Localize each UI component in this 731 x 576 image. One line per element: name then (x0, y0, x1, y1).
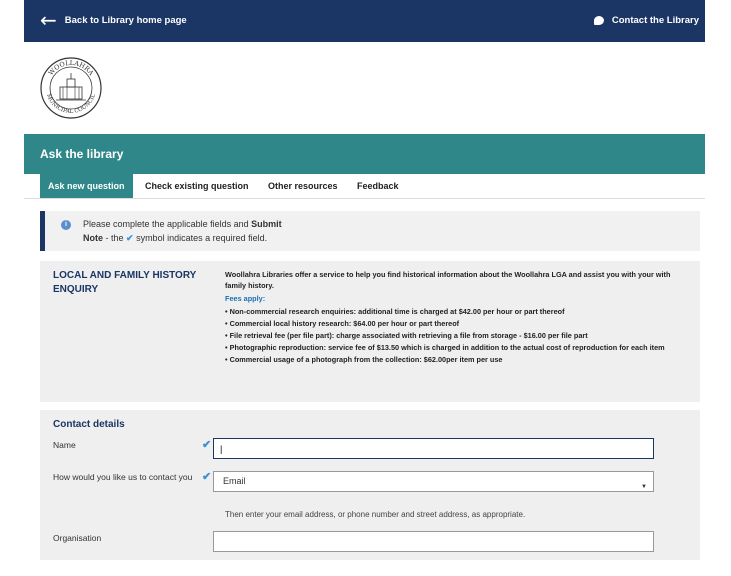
svg-text:MUNICIPAL COUNCIL: MUNICIPAL COUNCIL (44, 93, 98, 116)
notice-line-1: Please complete the applicable fields and Submit (83, 219, 282, 229)
organisation-label: Organisation (53, 533, 102, 543)
contact-label: Contact the Library (611, 15, 699, 26)
tab-bar (24, 174, 705, 199)
name-input[interactable] (213, 438, 654, 459)
back-label: Back to Library home page (64, 14, 187, 26)
contact-details-title: Contact details (53, 419, 125, 430)
required-check-icon: ✔ (202, 439, 212, 451)
chat-bubble-icon (594, 16, 604, 25)
page-title: Ask the library (40, 147, 124, 161)
svg-text:WOOLLAHRA: WOOLLAHRA (46, 58, 96, 77)
notice-line-2: Note - the ✔ symbol indicates a required field. (83, 233, 268, 243)
top-navigation-bar (24, 0, 705, 42)
list-item: • Commercial usage of a photograph from the collection: $62.00per item per use (225, 355, 503, 364)
list-item: • Commercial local history research: $64.00 per hour or part thereof (225, 319, 460, 328)
instruction-notice (40, 211, 700, 251)
required-check-icon: ✔ (202, 471, 212, 483)
enquiry-info-panel (40, 261, 700, 402)
contact-details-panel (40, 410, 700, 560)
list-item: • File retrieval fee (per file part): charge associated with retrieving a file from storage - $16.00 per file part (225, 331, 588, 340)
tab-other-resources[interactable]: Other resources (268, 181, 338, 191)
fee-list (225, 306, 680, 366)
back-to-library-link[interactable] (40, 8, 187, 32)
council-logo (40, 57, 102, 119)
contact-method-label: How would you like us to contact you (53, 472, 193, 482)
name-label: Name (53, 440, 76, 450)
contact-library-link[interactable] (594, 15, 699, 26)
tab-ask-new-question[interactable]: Ask new question (40, 174, 133, 198)
list-item: • Photographic reproduction: service fee of $13.50 which is charged in addition to the actual cost of reproduction for each item (225, 343, 665, 352)
fees-title: Fees apply: (225, 294, 266, 303)
arrow-left-icon: ← (40, 8, 57, 32)
enquiry-description: Woollahra Libraries offer a service to help you find historical information about the Woollahra LGA and assist you with your with family history. (225, 270, 671, 290)
enquiry-heading: LOCAL AND FAMILY HISTORY ENQUIRY (53, 270, 197, 295)
contact-method-value: Email (223, 476, 246, 486)
organisation-input[interactable] (213, 531, 654, 552)
required-check-icon: ✔ (126, 233, 134, 243)
tab-check-existing-question[interactable]: Check existing question (145, 181, 249, 191)
list-item: • Non-commercial research enquiries: additional time is charged at $42.00 per hour or part thereof (225, 307, 565, 316)
chevron-down-icon: ▼ (641, 484, 647, 490)
tab-feedback[interactable]: Feedback (357, 181, 399, 191)
contact-method-select[interactable] (213, 471, 654, 492)
info-icon: i (61, 220, 71, 230)
council-seal-icon (40, 57, 102, 119)
page-title-bar (24, 134, 705, 174)
contact-hint: Then enter your email address, or phone number and street address, as appropriate. (225, 510, 526, 519)
